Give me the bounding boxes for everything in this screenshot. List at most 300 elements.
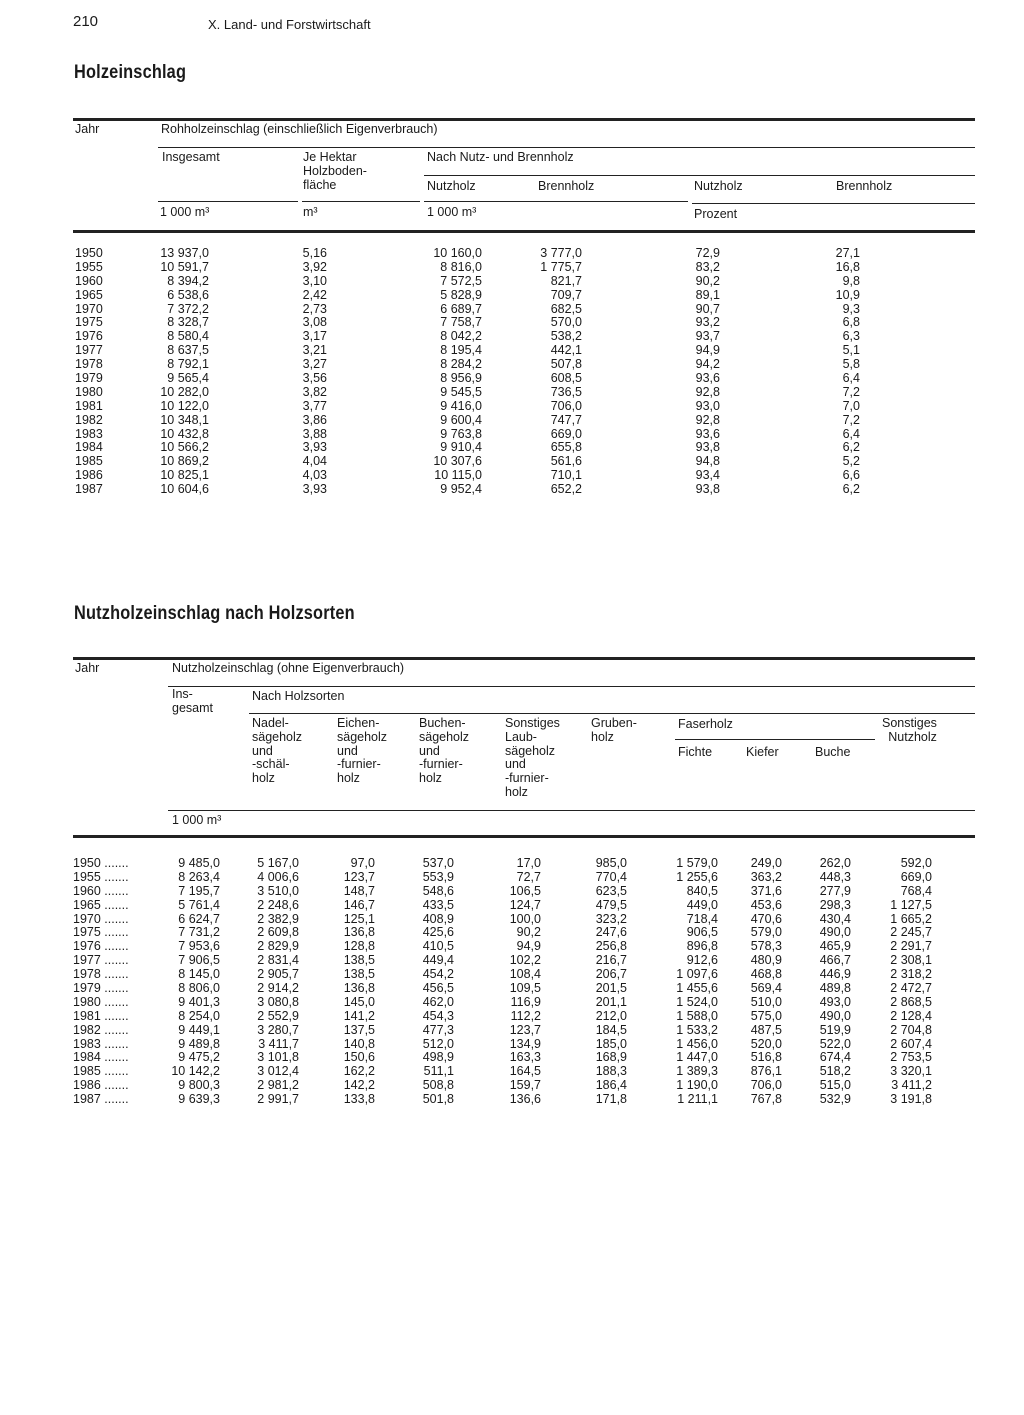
t1-header-jahr: Jahr	[75, 122, 100, 136]
row-cell: 489,8	[819, 981, 851, 996]
t2-header-insgesamt	[172, 688, 213, 716]
t2-buchen-l3: und	[419, 743, 440, 758]
row-cell: 10 160,0	[433, 246, 482, 260]
row-cell: 83,2	[695, 259, 720, 274]
row-cell: 493,0	[819, 994, 851, 1009]
row-cell: 108,4	[509, 967, 541, 982]
table-row	[0, 996, 1024, 1010]
row-cell: 94,2	[695, 357, 720, 372]
row-cell: 507,8	[550, 357, 582, 372]
t2-header-buche: Buche	[815, 745, 851, 759]
row-cell: 508,8	[422, 1078, 454, 1093]
t1-unit-m3: m³	[303, 205, 318, 219]
row-cell: 3,93	[302, 440, 327, 455]
row-cell: 6,2	[842, 482, 860, 497]
row-cell: 2 981,2	[257, 1078, 299, 1093]
row-cell: 136,6	[509, 1092, 541, 1107]
row-cell: 123,7	[343, 869, 375, 884]
row-cell: 216,7	[595, 953, 627, 968]
row-cell: 102,2	[509, 953, 541, 968]
row-cell: 93,6	[695, 371, 720, 386]
row-cell: 479,5	[595, 897, 627, 912]
row-cell: 262,0	[819, 856, 851, 870]
row-cell: 8 263,4	[178, 869, 220, 884]
t2-laub-l3: sägeholz	[505, 743, 556, 758]
table-row	[0, 441, 1024, 455]
row-cell: 8 042,2	[440, 329, 482, 344]
t1-header-group: Rohholzeinschlag (einschließlich Eigenverbrauch)	[161, 122, 438, 136]
row-year: 1985 .......	[73, 1064, 129, 1079]
row-cell: 171,8	[595, 1092, 627, 1107]
row-cell: 5 167,0	[257, 856, 299, 870]
table-row	[0, 968, 1024, 982]
row-cell: 90,2	[695, 273, 720, 288]
row-cell: 8 284,2	[440, 357, 482, 372]
row-year: 1975	[75, 315, 103, 330]
row-cell: 454,3	[422, 1008, 454, 1023]
row-cell: 561,6	[550, 454, 582, 469]
row-cell: 1 533,2	[676, 1022, 718, 1037]
row-cell: 575,0	[750, 1008, 782, 1023]
row-cell: 10 591,7	[160, 259, 209, 274]
row-cell: 116,9	[510, 994, 541, 1009]
table1-header-bottom-rule	[73, 230, 975, 233]
t2-laub-l4: und	[505, 757, 526, 772]
t2-laub-l6: holz	[505, 784, 528, 799]
row-cell: 6,3	[842, 329, 860, 344]
row-cell: 1 588,0	[676, 1008, 718, 1023]
t1-unit-rule-c	[424, 201, 688, 202]
t1-hektar-line2: Holzboden-	[303, 164, 367, 178]
t2-snutz-l2: Nutzholz	[888, 729, 937, 744]
row-cell: 1 097,6	[676, 967, 718, 982]
row-cell: 148,7	[343, 883, 375, 898]
row-cell: 985,0	[595, 856, 627, 870]
row-cell: 8 956,9	[440, 371, 482, 386]
row-cell: 5 828,9	[440, 287, 482, 302]
row-cell: 2 868,5	[890, 994, 932, 1009]
t1-unit-1000: 1 000 m³	[160, 205, 210, 219]
row-cell: 3 320,1	[890, 1064, 932, 1079]
table-row	[0, 982, 1024, 996]
row-cell: 123,7	[509, 1022, 541, 1037]
row-cell: 9,8	[842, 273, 860, 288]
page-number: 210	[73, 13, 99, 30]
row-cell: 669,0	[550, 426, 582, 441]
row-cell: 510,0	[750, 994, 782, 1009]
table-row	[0, 1010, 1024, 1024]
t1-unit-rule-d	[692, 203, 975, 204]
row-cell: 623,5	[595, 883, 627, 898]
row-cell: 706,0	[550, 398, 582, 413]
table-row	[0, 483, 1024, 497]
t2-laub-l2: Laub-	[505, 729, 537, 744]
row-cell: 138,5	[343, 953, 375, 968]
row-cell: 453,6	[750, 897, 782, 912]
row-cell: 4,03	[302, 468, 327, 483]
row-cell: 548,6	[422, 883, 454, 898]
row-cell: 1 456,0	[676, 1036, 718, 1051]
row-year: 1970 .......	[73, 911, 129, 926]
t2-buchen-l1: Buchen-	[419, 716, 466, 730]
row-cell: 2 472,7	[890, 981, 932, 996]
row-cell: 454,2	[422, 967, 454, 982]
row-cell: 3,21	[302, 343, 327, 358]
row-cell: 137,5	[343, 1022, 375, 1037]
row-cell: 13 937,0	[160, 246, 209, 260]
row-cell: 9 763,8	[440, 426, 482, 441]
row-year: 1987 .......	[73, 1092, 129, 1107]
row-cell: 466,7	[819, 953, 851, 968]
row-cell: 462,0	[422, 994, 454, 1009]
t2-laub-l1: Sonstiges	[505, 716, 560, 730]
row-cell: 5,8	[842, 357, 860, 372]
row-cell: 94,9	[695, 343, 720, 358]
row-cell: 7 731,2	[178, 925, 220, 940]
row-cell: 3,08	[302, 315, 327, 330]
row-year: 1984 .......	[73, 1050, 129, 1065]
row-cell: 9 485,0	[178, 856, 220, 870]
row-cell: 2 552,9	[257, 1008, 299, 1023]
t2-eichen-l5: holz	[337, 771, 360, 786]
table2-body	[0, 857, 1024, 1107]
table1-body	[0, 247, 1024, 497]
row-cell: 9 565,4	[167, 371, 209, 386]
row-cell: 520,0	[750, 1036, 782, 1051]
row-cell: 277,9	[819, 883, 851, 898]
row-cell: 518,2	[819, 1064, 851, 1079]
row-cell: 93,8	[695, 482, 720, 497]
row-cell: 6,4	[842, 426, 860, 441]
row-cell: 3,92	[302, 259, 327, 274]
row-cell: 10,9	[835, 287, 860, 302]
row-cell: 2 128,4	[890, 1008, 932, 1023]
row-cell: 9 401,3	[178, 994, 220, 1009]
t2-unit-rule	[168, 810, 975, 811]
row-cell: 4,04	[302, 454, 327, 469]
row-cell: 10 432,8	[160, 426, 209, 441]
row-cell: 2 382,9	[257, 911, 299, 926]
row-cell: 1 190,0	[676, 1078, 718, 1093]
row-cell: 2 914,2	[257, 981, 299, 996]
row-cell: 1 389,3	[676, 1064, 718, 1079]
row-cell: 5,16	[302, 246, 327, 260]
row-year: 1984	[75, 440, 103, 455]
row-cell: 448,3	[819, 869, 851, 884]
row-cell: 92,8	[695, 412, 720, 427]
table-row	[0, 913, 1024, 927]
row-cell: 201,1	[595, 994, 627, 1009]
t1-header-brennholz-pct: Brennholz	[836, 179, 893, 193]
t2-laub-l5: -furnier-	[505, 771, 549, 786]
row-year: 1985	[75, 454, 103, 469]
row-cell: 710,1	[550, 468, 582, 483]
row-cell: 164,5	[509, 1064, 541, 1079]
row-cell: 4 006,6	[257, 869, 299, 884]
row-cell: 3,82	[302, 384, 327, 399]
table1-title: Holzeinschlag	[74, 62, 187, 83]
t2-header-faserholz: Faserholz	[678, 717, 733, 731]
table-row	[0, 954, 1024, 968]
row-cell: 7 758,7	[440, 315, 482, 330]
row-cell: 3,27	[302, 357, 327, 372]
table-row	[0, 289, 1024, 303]
row-year: 1986 .......	[73, 1078, 129, 1093]
row-cell: 8 254,0	[178, 1008, 220, 1023]
t1-header-nutzholz: Nutzholz	[427, 179, 476, 193]
t1-group-rule	[158, 147, 975, 148]
row-cell: 709,7	[550, 287, 582, 302]
row-cell: 8 145,0	[178, 967, 220, 982]
row-cell: 8 394,2	[167, 273, 209, 288]
table-row	[0, 372, 1024, 386]
row-cell: 652,2	[550, 482, 582, 497]
row-cell: 2 704,8	[890, 1022, 932, 1037]
row-year: 1977	[75, 343, 103, 358]
row-cell: 188,3	[595, 1064, 627, 1079]
t2-header-group: Nutzholzeinschlag (ohne Eigenverbrauch)	[172, 661, 405, 675]
table-row	[0, 400, 1024, 414]
row-cell: 371,6	[750, 883, 782, 898]
row-cell: 516,8	[750, 1050, 782, 1065]
t2-gruben-l1: Gruben-	[591, 716, 637, 730]
row-year: 1981	[75, 398, 103, 413]
row-cell: 3,17	[302, 329, 327, 344]
row-cell: 10 348,1	[160, 412, 209, 427]
t2-nadel-l5: holz	[252, 771, 275, 786]
row-cell: 146,7	[343, 897, 375, 912]
row-cell: 8 637,5	[167, 343, 209, 358]
row-cell: 128,8	[343, 939, 375, 954]
row-year: 1970	[75, 301, 103, 316]
table-row	[0, 469, 1024, 483]
t2-eichen-l2: sägeholz	[337, 729, 388, 744]
row-cell: 490,0	[819, 1008, 851, 1023]
row-cell: 97,0	[350, 856, 375, 870]
row-cell: 410,5	[422, 939, 454, 954]
t2-eichen-l4: -furnier-	[337, 757, 381, 772]
row-cell: 133,8	[343, 1092, 375, 1107]
row-year: 1960	[75, 273, 103, 288]
table-row	[0, 940, 1024, 954]
row-cell: 134,9	[509, 1036, 541, 1051]
row-year: 1976 .......	[73, 939, 129, 954]
row-cell: 1 447,0	[676, 1050, 718, 1065]
row-cell: 3 411,7	[258, 1036, 299, 1051]
table-row	[0, 386, 1024, 400]
row-year: 1977 .......	[73, 953, 129, 968]
row-cell: 10 142,2	[171, 1064, 220, 1079]
row-cell: 501,8	[422, 1092, 454, 1107]
row-cell: 3 777,0	[540, 246, 582, 260]
row-cell: 3,56	[302, 371, 327, 386]
t2-faser-rule	[675, 739, 875, 740]
row-cell: 1 775,7	[540, 259, 582, 274]
table-row	[0, 1024, 1024, 1038]
row-cell: 6,2	[842, 440, 860, 455]
row-year: 1976	[75, 329, 103, 344]
t1-header-nutz-brenn: Nach Nutz- und Brennholz	[427, 150, 574, 164]
row-cell: 896,8	[686, 939, 718, 954]
row-year: 1955	[75, 259, 103, 274]
row-year: 1965 .......	[73, 897, 129, 912]
row-cell: 10 604,6	[160, 482, 209, 497]
row-cell: 2 609,8	[257, 925, 299, 940]
row-cell: 570,0	[550, 315, 582, 330]
row-year: 1955 .......	[73, 869, 129, 884]
row-cell: 9 545,5	[440, 384, 482, 399]
row-year: 1950	[75, 246, 103, 260]
row-cell: 9 910,4	[440, 440, 482, 455]
t2-nadel-l2: sägeholz	[252, 729, 303, 744]
row-cell: 3,88	[302, 426, 327, 441]
row-cell: 94,8	[695, 454, 720, 469]
row-cell: 498,9	[422, 1050, 454, 1065]
table-row	[0, 899, 1024, 913]
row-cell: 3,77	[302, 398, 327, 413]
row-year: 1978	[75, 357, 103, 372]
row-cell: 718,4	[686, 911, 718, 926]
row-cell: 446,9	[819, 967, 851, 982]
table-row	[0, 261, 1024, 275]
row-cell: 7 195,7	[178, 883, 220, 898]
table-row	[0, 358, 1024, 372]
table-row	[0, 330, 1024, 344]
row-cell: 27,1	[835, 246, 860, 260]
row-cell: 608,5	[550, 371, 582, 386]
t1-unit-rule-a	[158, 201, 298, 202]
row-year: 1960 .......	[73, 883, 129, 898]
row-cell: 363,2	[750, 869, 782, 884]
row-cell: 3 080,8	[257, 994, 299, 1009]
row-cell: 7 572,5	[440, 273, 482, 288]
row-year: 1975 .......	[73, 925, 129, 940]
row-cell: 480,9	[750, 953, 782, 968]
t1-hektar-line3: fläche	[303, 178, 337, 192]
row-cell: 532,9	[819, 1092, 851, 1107]
t2-nadel-l3: und	[252, 743, 273, 758]
row-cell: 3 101,8	[257, 1050, 299, 1065]
t2-nadel-l4: -schäl-	[252, 757, 290, 772]
t2-gruben-l2: holz	[591, 729, 614, 744]
t2-eichen-l3: und	[337, 743, 358, 758]
chapter-heading: X. Land- und Forstwirtschaft	[208, 17, 371, 32]
row-cell: 6,8	[842, 315, 860, 330]
row-cell: 2,42	[302, 287, 327, 302]
row-cell: 1 455,6	[676, 981, 718, 996]
row-cell: 1 127,5	[890, 897, 932, 912]
row-cell: 93,6	[695, 426, 720, 441]
row-cell: 906,5	[686, 925, 718, 940]
row-cell: 186,4	[595, 1078, 627, 1093]
row-cell: 185,0	[595, 1036, 627, 1051]
row-cell: 140,8	[343, 1036, 375, 1051]
row-cell: 1 255,6	[676, 869, 718, 884]
row-cell: 3 012,4	[257, 1064, 299, 1079]
row-cell: 8 816,0	[440, 259, 482, 274]
row-cell: 10 122,0	[160, 398, 209, 413]
row-cell: 8 792,1	[167, 357, 209, 372]
row-cell: 490,0	[819, 925, 851, 940]
row-cell: 2 245,7	[890, 925, 932, 940]
row-year: 1982	[75, 412, 103, 427]
row-cell: 17,0	[516, 856, 541, 870]
row-year: 1980 .......	[73, 994, 129, 1009]
t2-buchen-l2: sägeholz	[419, 729, 470, 744]
t2-group-rule	[168, 686, 975, 687]
row-cell: 3 510,0	[257, 883, 299, 898]
row-cell: 93,2	[695, 315, 720, 330]
row-cell: 6 624,7	[178, 911, 220, 926]
row-cell: 9 416,0	[440, 398, 482, 413]
row-cell: 8 580,4	[167, 329, 209, 344]
row-cell: 840,5	[686, 883, 718, 898]
row-cell: 2 291,7	[890, 939, 932, 954]
table-row	[0, 1079, 1024, 1093]
table-row	[0, 414, 1024, 428]
table2-top-rule	[73, 657, 975, 660]
row-cell: 2 248,6	[257, 897, 299, 912]
t2-ins-line1: Ins-	[172, 687, 193, 701]
row-cell: 7,2	[842, 384, 860, 399]
row-cell: 2 905,7	[257, 967, 299, 982]
row-cell: 477,3	[422, 1022, 454, 1037]
t2-buchen-l4: -furnier-	[419, 757, 463, 772]
row-cell: 145,0	[343, 994, 375, 1009]
row-cell: 511,1	[423, 1064, 454, 1079]
row-cell: 449,4	[422, 953, 454, 968]
row-cell: 8 806,0	[178, 981, 220, 996]
row-cell: 430,4	[819, 911, 851, 926]
row-cell: 109,5	[509, 981, 541, 996]
row-cell: 9 952,4	[440, 482, 482, 497]
row-cell: 442,1	[550, 343, 582, 358]
row-cell: 125,1	[343, 911, 375, 926]
row-cell: 298,3	[819, 897, 851, 912]
row-cell: 93,4	[695, 468, 720, 483]
row-cell: 247,6	[595, 925, 627, 940]
t2-header-sonst-nutz	[882, 717, 937, 745]
row-cell: 5,2	[842, 454, 860, 469]
table-row	[0, 871, 1024, 885]
table-row	[0, 275, 1024, 289]
row-year: 1950 .......	[73, 856, 129, 870]
row-year: 1979 .......	[73, 981, 129, 996]
row-cell: 9 639,3	[178, 1092, 220, 1107]
row-cell: 89,1	[695, 287, 720, 302]
row-cell: 159,7	[509, 1078, 541, 1093]
row-cell: 522,0	[819, 1036, 851, 1051]
row-cell: 578,3	[750, 939, 782, 954]
row-cell: 2 991,7	[257, 1092, 299, 1107]
t1-hektar-line1: Je Hektar	[303, 150, 357, 164]
row-cell: 10 115,0	[434, 468, 482, 483]
row-cell: 3,93	[302, 482, 327, 497]
row-cell: 3,86	[302, 412, 327, 427]
table-row	[0, 1051, 1024, 1065]
row-cell: 736,5	[550, 384, 582, 399]
row-cell: 768,4	[900, 883, 932, 898]
row-cell: 141,2	[343, 1008, 375, 1023]
row-cell: 106,5	[509, 883, 541, 898]
row-cell: 425,6	[422, 925, 454, 940]
row-cell: 8 328,7	[167, 315, 209, 330]
row-cell: 2 829,9	[257, 939, 299, 954]
row-cell: 201,5	[595, 981, 627, 996]
row-cell: 408,9	[422, 911, 454, 926]
t2-ins-line2: gesamt	[172, 700, 213, 715]
t2-header-jahr: Jahr	[75, 661, 100, 675]
